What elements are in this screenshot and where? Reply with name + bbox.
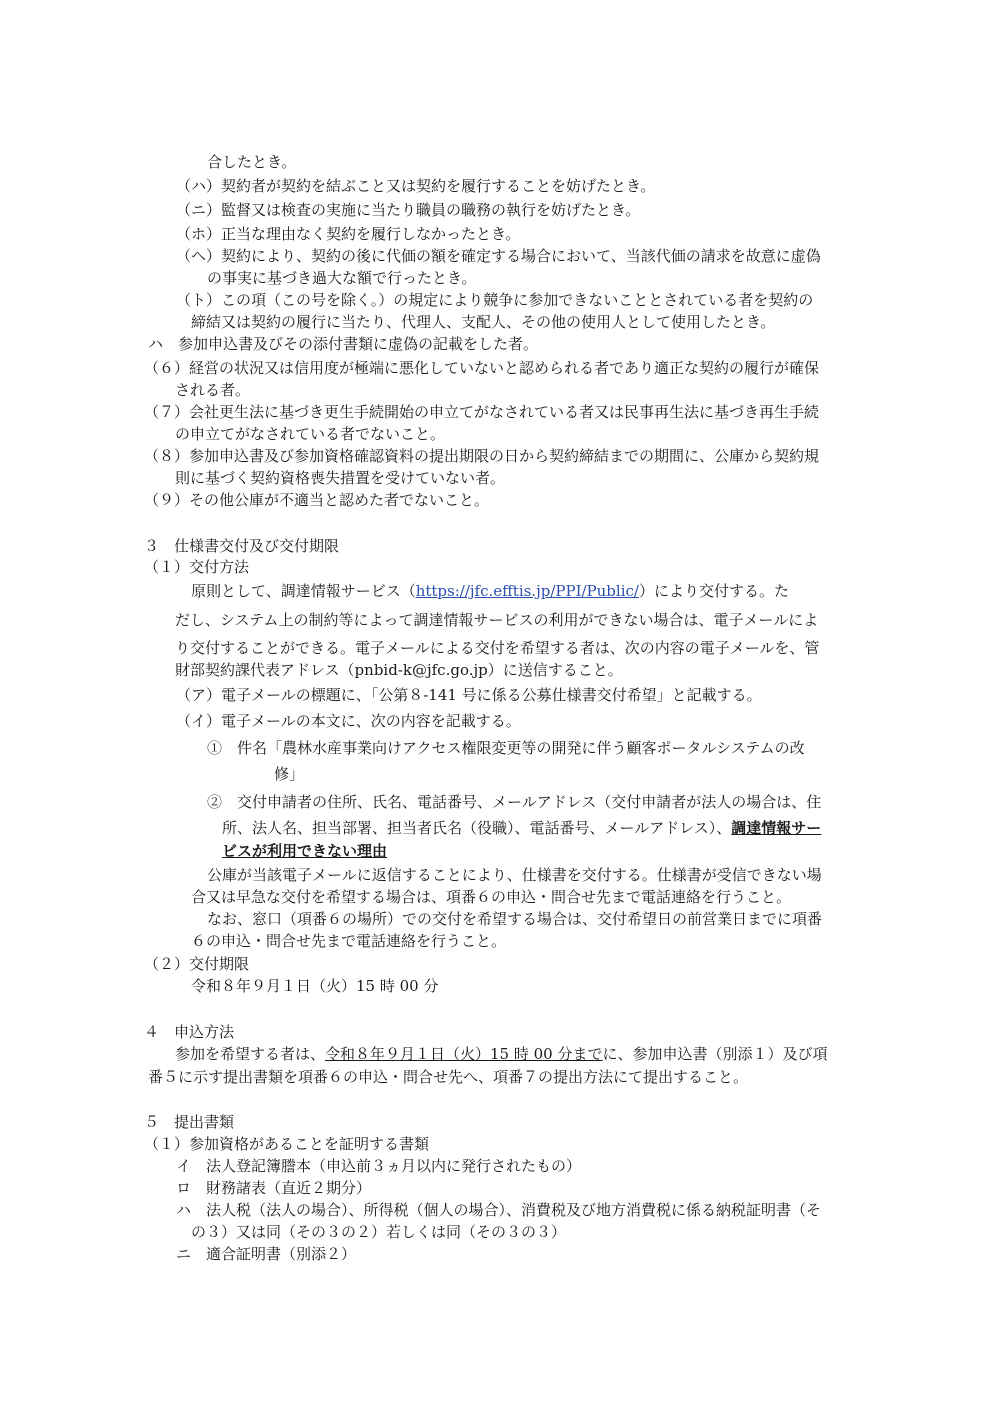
- para1-text-pre: 原則として、調達情報サービス（: [191, 582, 416, 600]
- section-3-window-line2: ６の申込・問合せ先まで電話連絡を行うこと。: [191, 932, 507, 950]
- procurement-url-link[interactable]: https://jfc.efftis.jp/PPI/Public/: [415, 582, 639, 600]
- section-4-heading: ４ 申込方法: [144, 1023, 235, 1041]
- section-3-circle2-line2: [222, 817, 821, 839]
- clause-ha: （ハ）契約者が契約を結ぶこと又は契約を履行することを妨げたとき。: [176, 177, 656, 195]
- section-3-circle2-line3: ビスが利用できない理由: [222, 842, 388, 860]
- section-3-para1-line2: だし、システム上の制約等によって調達情報サービスの利用ができない場合は、電子メールによ: [175, 611, 819, 629]
- para-9: （９）その他公庫が不適当と認めた者でないこと。: [144, 491, 490, 509]
- clause-to-line1: （ト）この項（この号を除く。）の規定により競争に参加できないこととされている者を契約の: [176, 291, 814, 309]
- section-5-item-ni: ニ 適合証明書（別添２）: [176, 1245, 357, 1263]
- section-3-sub1: （１）交付方法: [144, 558, 250, 576]
- section-4-para-line1: [175, 1043, 828, 1065]
- section-5-item-ha-line1: ハ 法人税（法人の場合）、所得税（個人の場合）、消費税及び地方消費税に係る納税証明書（そ: [176, 1201, 822, 1219]
- section-5-sub1: （１）参加資格があることを証明する書類: [144, 1135, 430, 1153]
- section-3-window-line1: なお、窓口（項番６の場所）での交付を希望する場合は、交付希望日の前営業日までに項番: [207, 910, 823, 928]
- clause-ni: （ニ）監督又は検査の実施に当たり職員の職務の執行を妨げたとき。: [176, 201, 641, 219]
- clause-he-line1: （ヘ）契約により、契約の後に代価の額を確定する場合において、当該代価の請求を故意に虚偽: [176, 247, 821, 265]
- circle2-text-emphasis: 調達情報サー: [731, 819, 822, 837]
- para-7-line1: （７）会社更生法に基づき更生手続開始の申立てがなされている者又は民事再生法に基づき再生手続: [144, 403, 820, 421]
- clause-to-line2: 締結又は契約の履行に当たり、代理人、支配人、その他の使用人として使用したとき。: [191, 313, 776, 331]
- circle2-text-plain: 所、法人名、担当部署、担当者氏名（役職）、電話番号、メールアドレス）、: [222, 819, 732, 837]
- section-3-item-i: （イ）電子メールの本文に、次の内容を記載する。: [176, 712, 521, 730]
- section-3-reply-line2: 合又は早急な交付を希望する場合は、項番６の申込・問合せ先まで電話連絡を行うこと。: [191, 888, 792, 906]
- para-7-line2: の申立てがなされている者でないこと。: [175, 425, 446, 443]
- section-3-para1-line3: り交付することができる。電子メールによる交付を希望する者は、次の内容の電子メールを、管: [175, 639, 820, 657]
- section-3-sub2: （２）交付期限: [144, 955, 250, 973]
- section-5-item-ro: ロ 財務諸表（直近２期分）: [176, 1179, 372, 1197]
- section-4-para-line2: 番５に示す提出書類を項番６の申込・問合せ先へ、項番７の提出方法にて提出すること。: [148, 1068, 749, 1086]
- section-3-para1-line4: 財部契約課代表アドレス（pnbid-k@jfc.go.jp）に送信すること。: [175, 661, 623, 679]
- section-5-item-i: イ 法人登記簿謄本（申込前３ヵ月以内に発行されたもの）: [176, 1157, 582, 1175]
- section-4-deadline-underlined: 令和８年９月１日（火）15 時 00 分まで: [325, 1045, 603, 1063]
- section-3-heading: ３ 仕様書交付及び交付期限: [144, 537, 340, 555]
- clause-ho: （ホ）正当な理由なく契約を履行しなかったとき。: [176, 225, 521, 243]
- section-4-text-pre: 参加を希望する者は、: [175, 1045, 326, 1063]
- section-3-item-a: （ア）電子メールの標題に、「公第８-141 号に係る公募仕様書交付希望」と記載する。: [176, 686, 762, 704]
- section-3-reply-line1: 公庫が当該電子メールに返信することにより、仕様書を交付する。仕様書が受信できない場: [207, 866, 822, 884]
- section-5-item-ha-line2: の３）又は同（その３の２）若しくは同（その３の３）: [191, 1223, 567, 1241]
- para-8-line1: （８）参加申込書及び参加資格確認資料の提出期限の日から契約締結までの期間に、公庫から契約規: [144, 447, 820, 465]
- cont-line-1: 合したとき。: [207, 153, 297, 171]
- clause-he-line2: の事実に基づき過大な額で行ったとき。: [207, 269, 477, 287]
- section-3-circle1-line1: ① 件名「農林水産事業向けアクセス権限変更等の開発に伴う顧客ポータルシステムの改: [207, 739, 805, 757]
- para-8-line2: 則に基づく契約資格喪失措置を受けていない者。: [175, 469, 506, 487]
- para1-text-post: ）により交付する。た: [638, 582, 789, 600]
- item-ha: ハ 参加申込書及びその添付書類に虚偽の記載をした者。: [148, 335, 539, 353]
- section-5-heading: ５ 提出書類: [144, 1113, 235, 1131]
- para-6-line2: される者。: [175, 381, 251, 399]
- section-3-circle1-line2: 修」: [274, 765, 305, 783]
- section-3-circle2-line1: ② 交付申請者の住所、氏名、電話番号、メールアドレス（交付申請者が法人の場合は、住: [207, 793, 822, 811]
- section-3-deadline: 令和８年９月１日（火）15 時 00 分: [191, 977, 439, 995]
- section-3-para1-line1: [191, 580, 789, 602]
- section-4-text-post: に、参加申込書（別添１）及び項: [602, 1045, 828, 1063]
- para-6-line1: （６）経営の状況又は信用度が極端に悪化していないと認められる者であり適正な契約の履行が確保: [144, 359, 820, 377]
